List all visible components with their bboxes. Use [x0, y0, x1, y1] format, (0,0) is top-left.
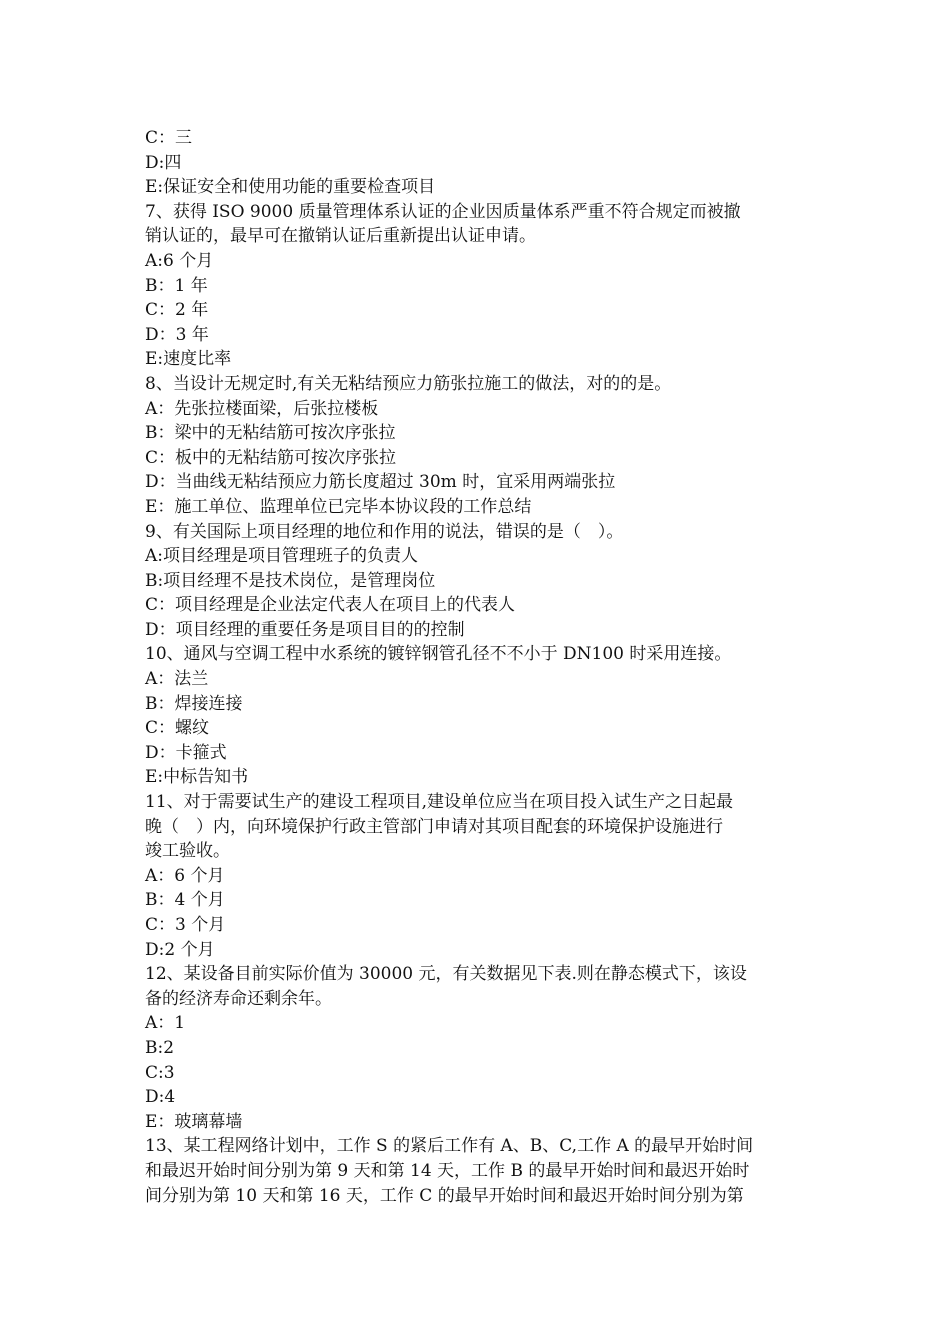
text-line: D:2 个月 — [145, 939, 215, 960]
text-line: 9、有关国际上项目经理的地位和作用的说法，错误的是（ ）。 — [145, 521, 624, 542]
text-line: B：焊接连接 — [145, 693, 243, 714]
text-line: A:项目经理是项目管理班子的负责人 — [145, 546, 419, 567]
text-line: 11、对于需要试生产的建设工程项目,建设单位应当在项目投入试生产之日起最 — [145, 792, 734, 813]
text-line: B：1 年 — [145, 275, 208, 296]
text-line: 和最迟开始时间分别为第 9 天和第 14 天，工作 B 的最早开始时间和最迟开始时 — [145, 1160, 750, 1181]
text-line: D：项目经理的重要任务是项目目的的控制 — [145, 619, 465, 640]
text-line: C:3 — [145, 1062, 175, 1083]
text-line: 8、当设计无规定时,有关无粘结预应力筋张拉施工的做法，对的的是。 — [145, 373, 672, 394]
text-line: E:保证安全和使用功能的重要检查项目 — [145, 177, 436, 198]
text-line: B：梁中的无粘结筋可按次序张拉 — [145, 423, 396, 444]
text-line: 晚（ ）内，向环境保护行政主管部门申请对其项目配套的环境保护设施进行 — [145, 816, 723, 837]
text-line: A：6 个月 — [145, 865, 225, 886]
text-line: B:项目经理不是技术岗位，是管理岗位 — [145, 570, 436, 591]
text-line: E：玻璃幕墙 — [145, 1111, 243, 1132]
text-line: A：1 — [145, 1013, 186, 1034]
text-line: C：3 个月 — [145, 915, 226, 935]
text-line: 竣工验收。 — [145, 841, 230, 862]
text-line: A：先张拉楼面梁，后张拉楼板 — [145, 398, 379, 419]
text-line: D:四 — [145, 152, 182, 173]
text-line: D:4 — [145, 1087, 176, 1108]
text-line: D：当曲线无粘结预应力筋长度超过 30m 时，宜采用两端张拉 — [145, 472, 616, 493]
text-line: A：法兰 — [145, 669, 209, 690]
text-line: 12、某设备目前实际价值为 30000 元，有关数据见下表.则在静态模式下，该设 — [145, 964, 747, 985]
text-line: C：三 — [145, 128, 193, 148]
text-line: D：卡箍式 — [145, 742, 227, 763]
text-line: 备的经济寿命还剩余年。 — [145, 988, 332, 1009]
text-line: 13、某工程网络计划中，工作 S 的紧后工作有 A、B、C,工作 A 的最早开始时间 — [145, 1136, 754, 1157]
text-line: C：2 年 — [145, 300, 209, 321]
text-line: B:2 — [145, 1037, 175, 1058]
text-line: 销认证的，最早可在撤销认证后重新提出认证申请。 — [145, 226, 536, 247]
text-line: C：板中的无粘结筋可按次序张拉 — [145, 447, 397, 468]
text-line: E：施工单位、监理单位已完毕本协议段的工作总结 — [145, 496, 532, 517]
document-text — [145, 126, 811, 1208]
text-line: 7、获得 ISO 9000 质量管理体系认证的企业因质量体系严重不符合规定而被撤 — [145, 201, 741, 222]
text-line: E:速度比率 — [145, 349, 232, 370]
text-line: C：项目经理是企业法定代表人在项目上的代表人 — [145, 595, 516, 616]
text-line: E:中标告知书 — [145, 767, 249, 788]
text-line: 间分别为第 10 天和第 16 天，工作 C 的最早开始时间和最迟开始时间分别为第 — [145, 1185, 744, 1206]
text-line: B：4 个月 — [145, 890, 225, 911]
text-line: C：螺纹 — [145, 718, 210, 739]
text-line: A:6 个月 — [145, 250, 214, 271]
text-line: 10、通风与空调工程中水系统的镀锌钢管孔径不不小于 DN100 时采用连接。 — [145, 644, 732, 665]
text-line: D：3 年 — [145, 324, 209, 345]
